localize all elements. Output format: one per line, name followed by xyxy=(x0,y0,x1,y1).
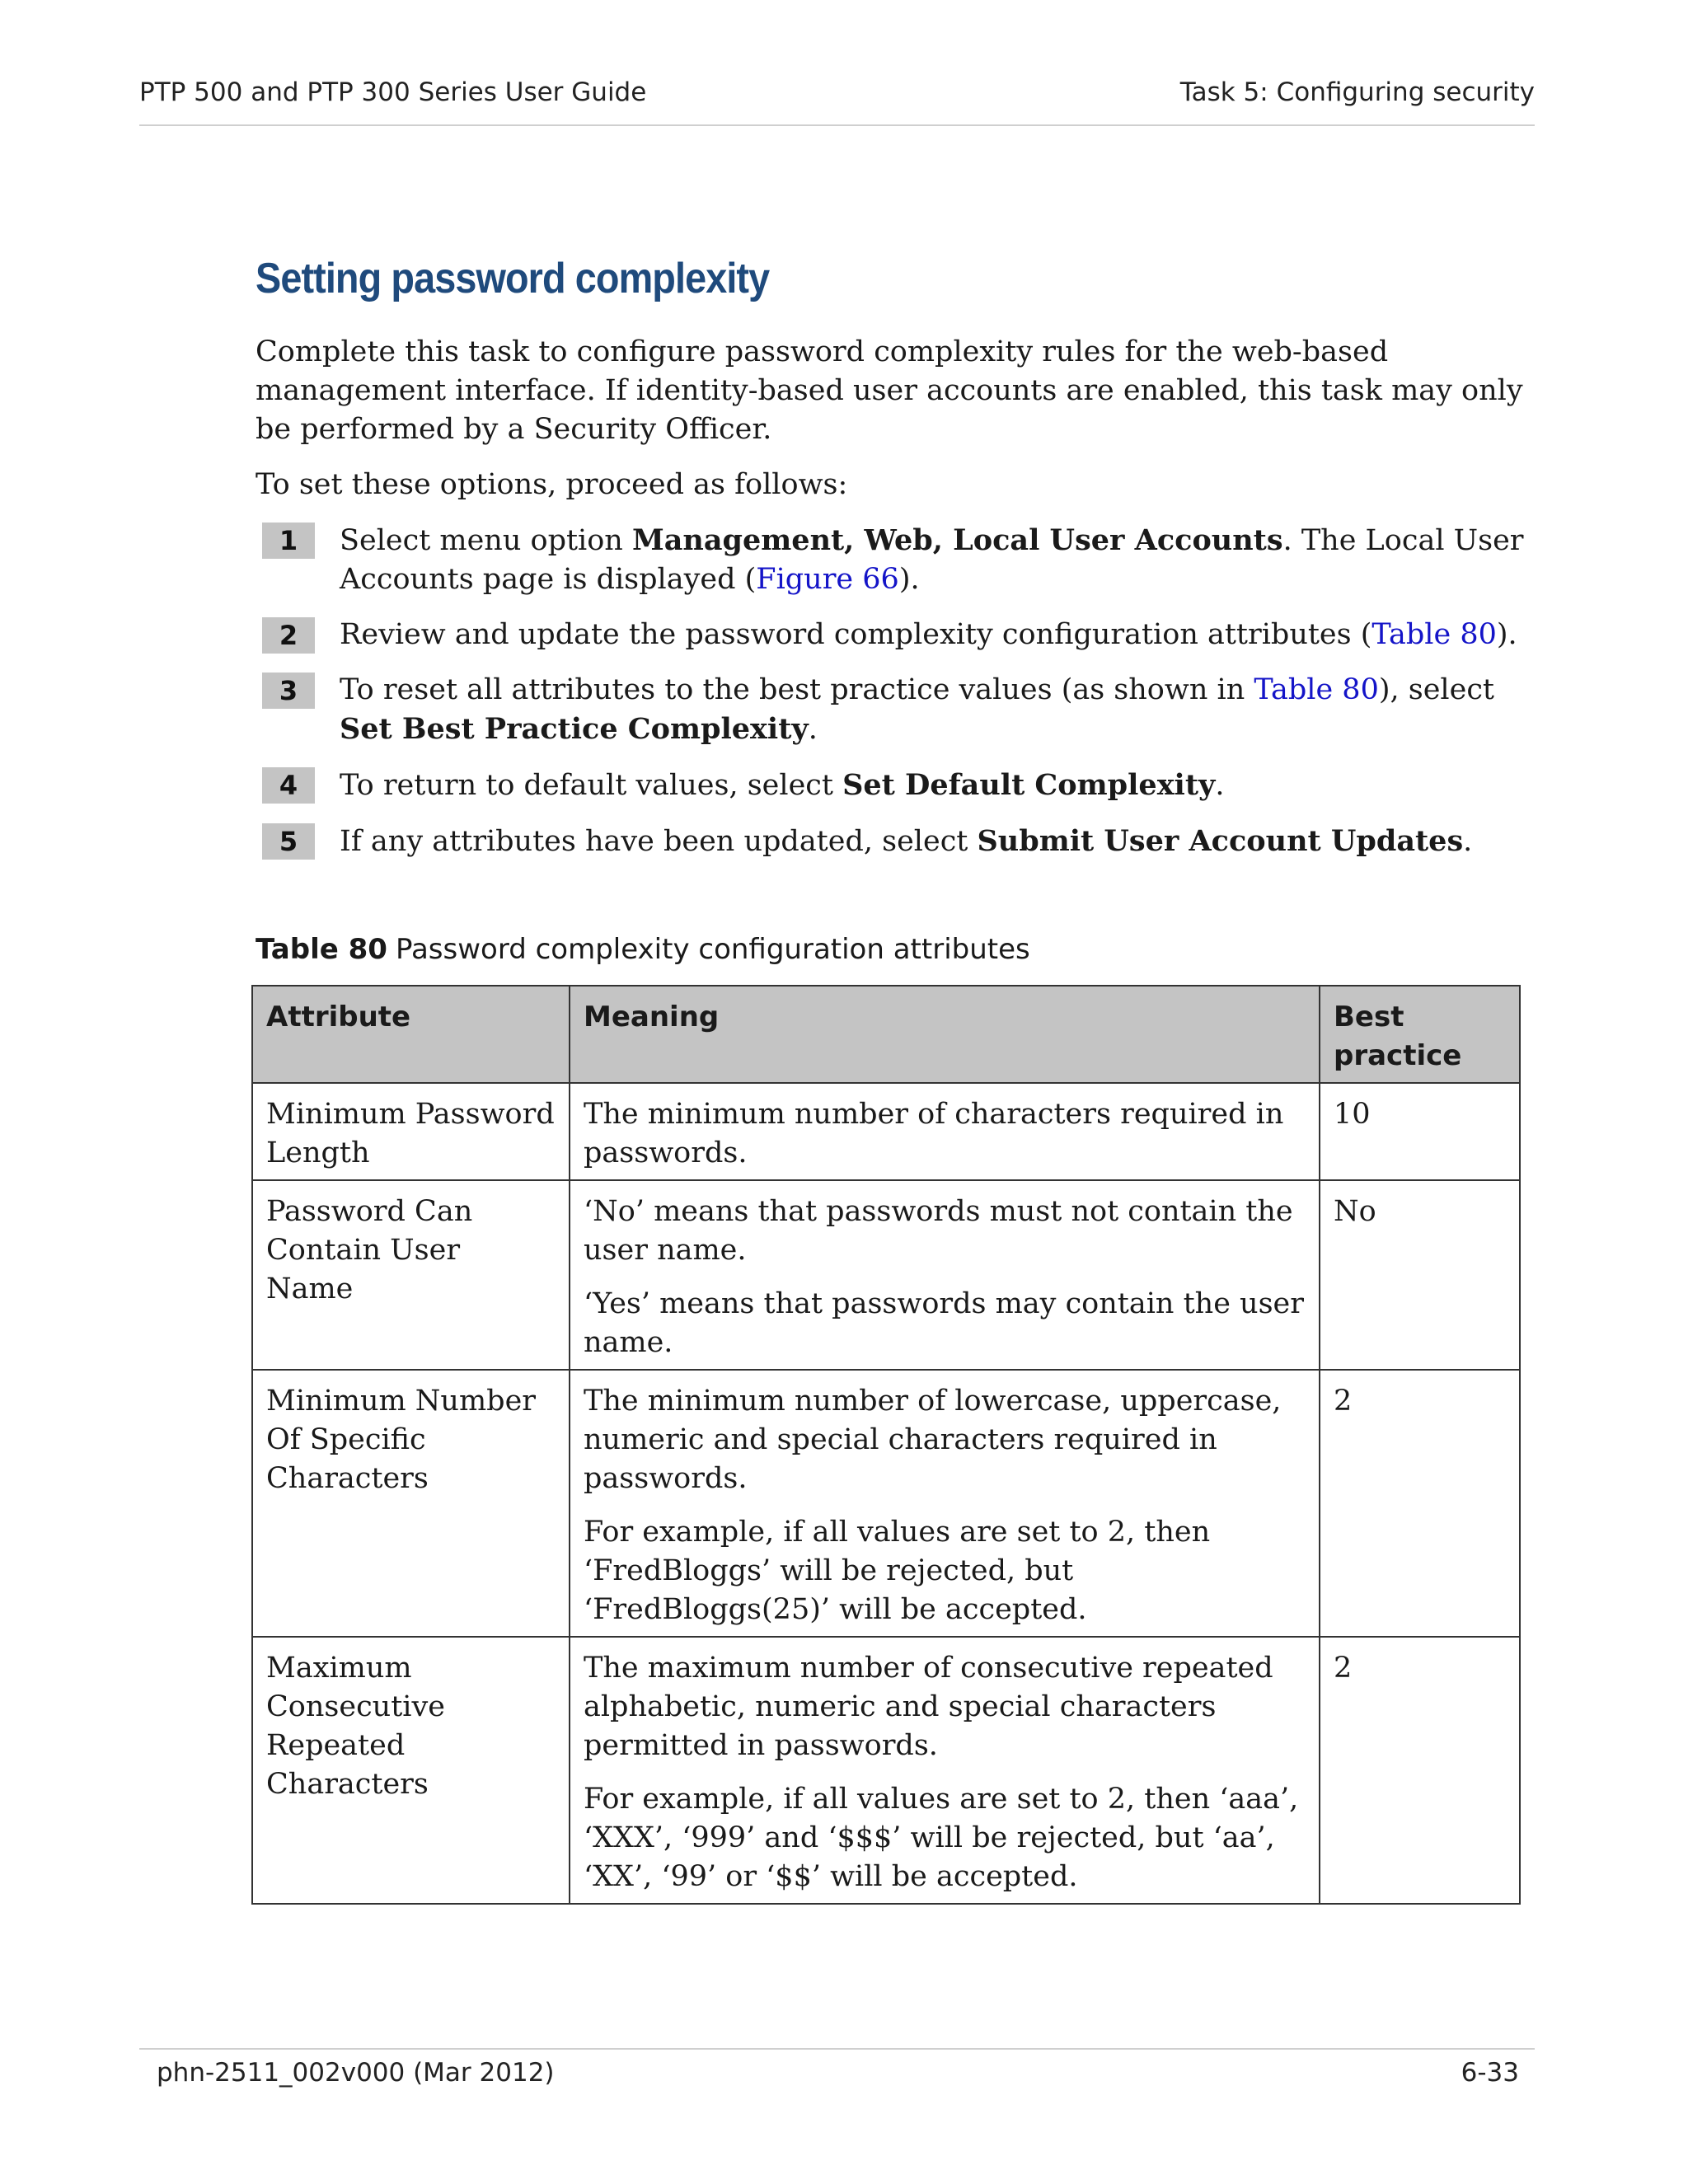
step-4 xyxy=(256,766,1533,805)
procedure-steps xyxy=(256,521,1533,861)
step-text: To return to default values, select Set Default Complexity. xyxy=(340,768,1225,802)
step-text: If any attributes have been updated, select Submit User Account Updates. xyxy=(340,824,1473,858)
table-caption-text: Password complexity configuration attributes xyxy=(395,933,1030,966)
attribute-cell: Maximum Consecutive Repeated Characters xyxy=(252,1637,570,1904)
meaning-cell: The minimum number of lowercase, uppercase, numeric and special characters required in passwords. For example, if all values are set to 2, then ‘FredBloggs’ will be rejected, but ‘FredBloggs(25)’ will be accepted. xyxy=(570,1370,1320,1637)
table-link[interactable]: Table 80 xyxy=(1372,618,1497,651)
table-link[interactable]: Table 80 xyxy=(1254,673,1379,706)
step-number: 5 xyxy=(262,823,315,860)
table-header-row xyxy=(252,986,1520,1083)
meaning-cell: ‘No’ means that passwords must not contain the user name. ‘Yes’ means that passwords may contain the user name. xyxy=(570,1180,1320,1370)
intro-paragraph: Complete this task to configure password complexity rules for the web-based management interface. If identity-based user accounts are enabled, this task may only be performed by a Security Officer. xyxy=(256,335,1523,446)
best-practice-cell: 10 xyxy=(1320,1083,1520,1180)
step-number: 3 xyxy=(262,673,315,709)
header-document-title: PTP 500 and PTP 300 Series User Guide xyxy=(139,77,647,107)
attribute-cell: Minimum Password Length xyxy=(252,1083,570,1180)
step-1 xyxy=(256,521,1533,599)
table-row xyxy=(252,1180,1520,1370)
page-title: Setting password complexity xyxy=(256,255,770,302)
header-divider xyxy=(139,124,1535,126)
attribute-cell: Minimum Number Of Specific Characters xyxy=(252,1370,570,1637)
table-caption xyxy=(256,933,1030,966)
meaning-cell: The minimum number of characters required in passwords. xyxy=(570,1083,1320,1180)
menu-path: Management, Web, Local User Accounts xyxy=(631,523,1283,557)
running-footer xyxy=(157,2058,1519,2088)
document-id: phn-2511_002v000 (Mar 2012) xyxy=(157,2058,555,2088)
step-text: To reset all attributes to the best practice values (as shown in Table 80), select Set Best Practice Complexity. xyxy=(340,673,1494,746)
body-content xyxy=(256,333,1533,878)
step-text: Select menu option Management, Web, Local User Accounts. The Local User Accounts page is displayed (Figure 66). xyxy=(340,523,1524,596)
step-2 xyxy=(256,616,1533,654)
column-header-best-practice: Best practice xyxy=(1320,986,1520,1083)
running-header xyxy=(139,77,1535,107)
figure-link[interactable]: Figure 66 xyxy=(756,563,899,596)
column-header-attribute: Attribute xyxy=(252,986,570,1083)
best-practice-cell: 2 xyxy=(1320,1370,1520,1637)
table-row xyxy=(252,1083,1520,1180)
step-text: Review and update the password complexity configuration attributes (Table 80). xyxy=(340,618,1517,651)
table-row xyxy=(252,1637,1520,1904)
button-reference: Set Best Practice Complexity xyxy=(340,712,809,746)
step-3 xyxy=(256,671,1533,749)
button-reference: Submit User Account Updates xyxy=(977,824,1464,858)
attribute-cell: Password Can Contain User Name xyxy=(252,1180,570,1370)
header-section-title: Task 5: Configuring security xyxy=(1179,77,1535,107)
lead-paragraph: To set these options, proceed as follows: xyxy=(256,468,848,501)
meaning-cell: The maximum number of consecutive repeated alphabetic, numeric and special characters permitted in passwords. For example, if all values are set to 2, then ‘aaa’, ‘XXX’, ‘999’ and ‘$$$’ will be rejected, but ‘aa’, ‘XX’, ‘99’ or ‘$$’ will be accepted. xyxy=(570,1637,1320,1904)
button-reference: Set Default Complexity xyxy=(842,768,1216,802)
step-number: 2 xyxy=(262,617,315,654)
page-number: 6-33 xyxy=(1461,2058,1519,2088)
step-number: 4 xyxy=(262,767,315,804)
best-practice-cell: No xyxy=(1320,1180,1520,1370)
attributes-table xyxy=(251,985,1521,1905)
step-5 xyxy=(256,822,1533,861)
column-header-meaning: Meaning xyxy=(570,986,1320,1083)
table-caption-label: Table 80 xyxy=(256,933,387,966)
footer-divider xyxy=(139,2048,1535,2050)
best-practice-cell: 2 xyxy=(1320,1637,1520,1904)
table-row xyxy=(252,1370,1520,1637)
step-number: 1 xyxy=(262,523,315,559)
